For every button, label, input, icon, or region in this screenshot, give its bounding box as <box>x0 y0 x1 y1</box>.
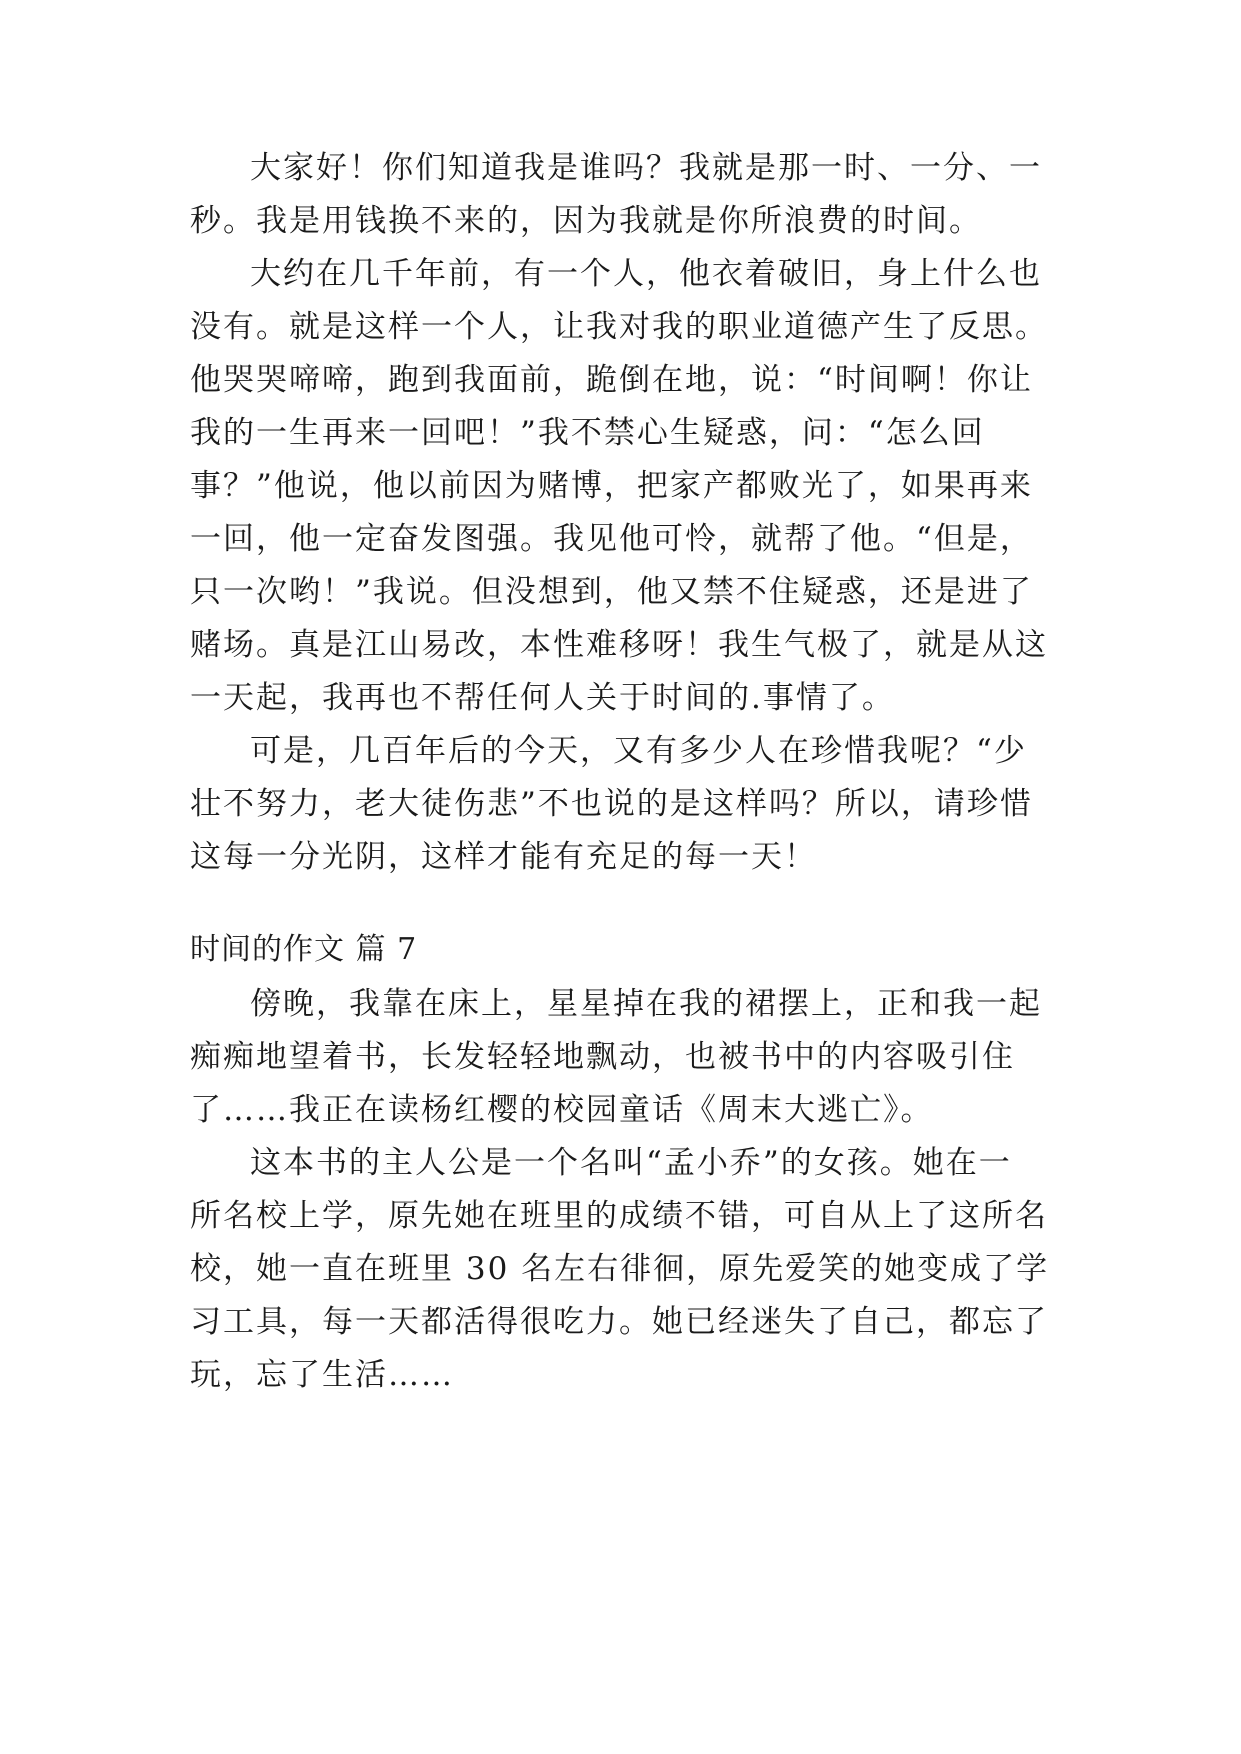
paragraph-line: 这每一分光阴，这样才能有充足的每一天！ <box>190 839 817 875</box>
paragraph-line: 只一次哟！”我说。但没想到，他又禁不住疑惑，还是进了 <box>190 574 1033 610</box>
section-heading: 时间的作文 篇 7 <box>190 932 418 967</box>
paragraph-line: 大家好！你们知道我是谁吗？我就是那一时、一分、一 <box>250 150 1042 186</box>
paragraph-line: 了……我正在读杨红樱的校园童话《周末大逃亡》。 <box>190 1092 934 1128</box>
paragraph-line: 大约在几千年前，有一个人，他衣着破旧，身上什么也 <box>250 256 1042 292</box>
paragraph-line: 壮不努力，老大徒伤悲”不也说的是这样吗？所以，请珍惜 <box>190 786 1033 822</box>
paragraph-line: 赌场。真是江山易改，本性难移呀！我生气极了，就是从这 <box>190 627 1048 663</box>
paragraph-line: 习工具，每一天都活得很吃力。她已经迷失了自己，都忘了 <box>190 1304 1048 1340</box>
paragraph-line: 秒。我是用钱换不来的，因为我就是你所浪费的时间。 <box>190 203 982 239</box>
paragraph-line: 这本书的主人公是一个名叫“孟小乔”的女孩。她在一 <box>250 1145 1012 1181</box>
paragraph-line: 没有。就是这样一个人，让我对我的职业道德产生了反思。 <box>190 309 1048 345</box>
paragraph-line: 一回，他一定奋发图强。我见他可怜，就帮了他。“但是， <box>190 521 1033 557</box>
paragraph-line: 他哭哭啼啼，跑到我面前，跪倒在地，说：“时间啊！你让 <box>190 362 1033 398</box>
paragraph-line: 所名校上学，原先她在班里的成绩不错，可自从上了这所名 <box>190 1198 1048 1234</box>
paragraph-line: 一天起，我再也不帮任何人关于时间的.事情了。 <box>190 680 895 716</box>
paragraph-line: 事？”他说，他以前因为赌博，把家产都败光了，如果再来 <box>190 468 1033 504</box>
paragraph-line: 玩，忘了生活…… <box>190 1357 454 1393</box>
paragraph-line: 校，她一直在班里 30 名左右徘徊，原先爱笑的她变成了学 <box>190 1251 1050 1287</box>
paragraph-line: 痴痴地望着书，长发轻轻地飘动，也被书中的内容吸引住 <box>190 1039 1015 1075</box>
paragraph-line: 傍晚，我靠在床上，星星掉在我的裙摆上，正和我一起 <box>250 986 1042 1022</box>
paragraph-line: 可是，几百年后的今天，又有多少人在珍惜我呢？“少 <box>250 733 1027 769</box>
paragraph-line: 我的一生再来一回吧！”我不禁心生疑惑，问：“怎么回 <box>190 415 985 451</box>
